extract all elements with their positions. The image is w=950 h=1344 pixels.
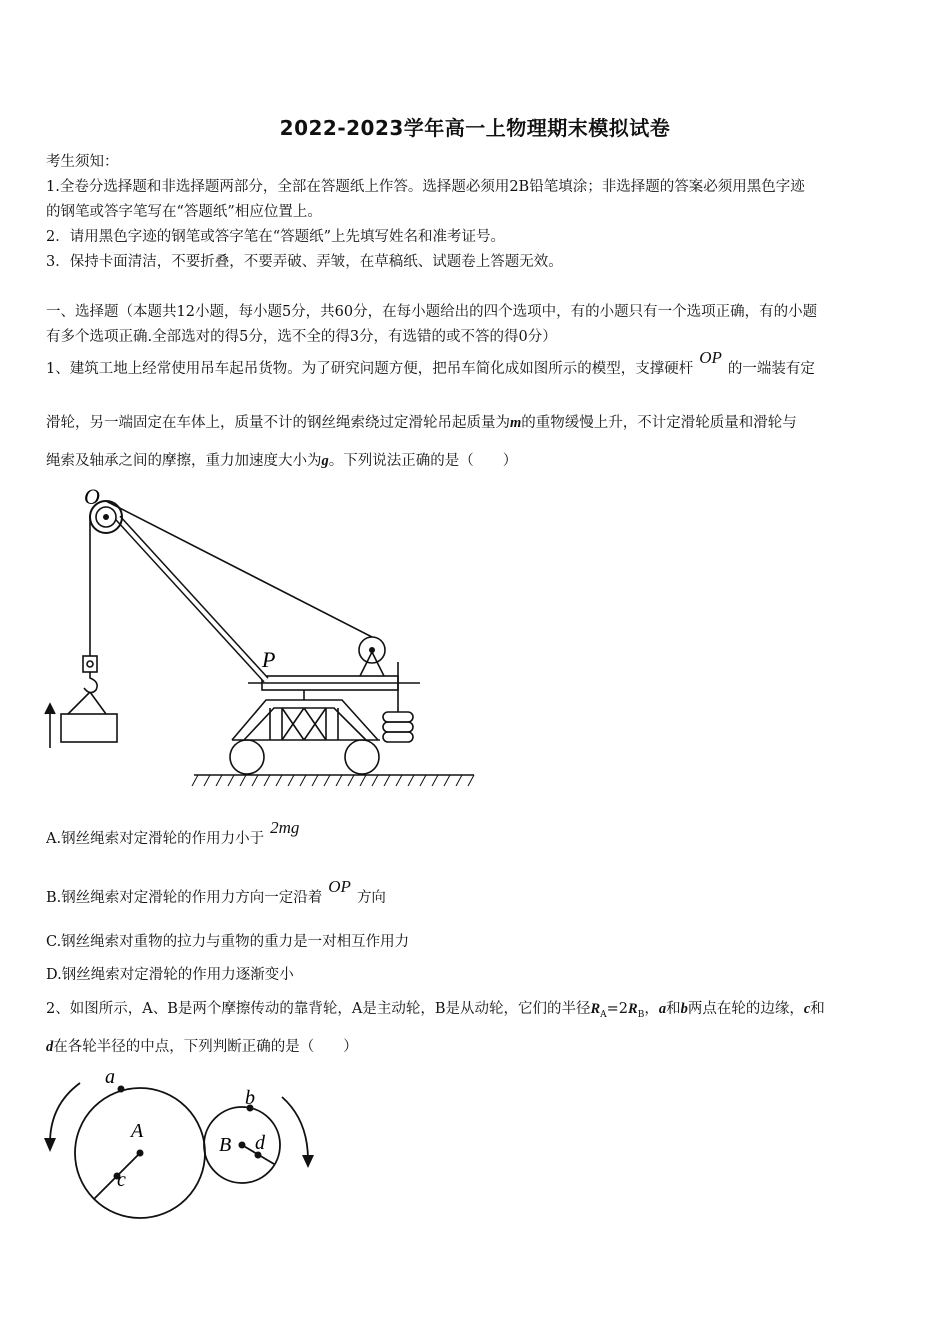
label-c: c: [117, 1169, 126, 1191]
q1-stem-line3: 绳索及轴承之间的摩擦，重力加速度大小为g。下列说法正确的是（ ）: [46, 453, 518, 469]
page-title: 2022-2023学年高一上物理期末模拟试卷: [279, 116, 671, 140]
label-a: a: [105, 1066, 115, 1088]
notice-heading: 考生须知：: [46, 154, 119, 170]
q2-stem-line1: 2、如图所示，A、B是两个摩擦传动的靠背轮，A是主动轮，B是从动轮，它们的半径$R_A=2R_B$，a和b两点在轮的边缘，c和: [46, 1001, 825, 1020]
notice-item-1-cont: 的钢笔或答字笔写在“答题纸”相应位置上。: [46, 204, 322, 220]
notice-item-1: 1.全卷分选择题和非选择题两部分，全部在答题纸上作答。选择题必须用2B铅笔填涂；非选择题的答案必须用黑色字迹: [46, 179, 805, 195]
q1-option-d[interactable]: D.钢丝绳索对定滑轮的作用力逐渐变小: [46, 967, 294, 983]
q2-stem-line2: d在各轮半径的中点，下列判断正确的是（ ）: [46, 1039, 358, 1055]
label-d: d: [255, 1132, 265, 1154]
label-o: O: [84, 484, 100, 509]
label-wheel-a: A: [131, 1120, 144, 1142]
q1-stem-line2: 滑轮，另一端固定在车体上，质量不计的钢丝绳索绕过定滑轮吊起质量为m的重物缓慢上升，不计定滑轮质量和滑轮与: [46, 415, 797, 431]
notice-item-3: 3．保持卡面清洁，不要折叠，不要弄破、弄皱，在草稿纸、试题卷上答题无效。: [46, 254, 563, 270]
symbol-2mg: 2mg: [270, 818, 300, 837]
q1-option-a[interactable]: A.钢丝绳索对定滑轮的作用力小于2mg: [46, 828, 908, 849]
q1-option-c[interactable]: C.钢丝绳索对重物的拉力与重物的重力是一对相互作用力: [46, 934, 410, 950]
section-heading-cont: 有多个选项正确.全部选对的得5分，选不全的得3分，有选错的或不答的得0分）: [46, 329, 557, 345]
q1-stem-line1: 1、建筑工地上经常使用吊车起吊货物。为了研究问题方便，把吊车简化成如图所示的模型，支撑硬杆OP的一端装有定: [46, 348, 815, 377]
label-wheel-b: B: [219, 1134, 232, 1156]
label-p: P: [262, 647, 276, 672]
label-b: b: [245, 1087, 255, 1109]
notice-item-2: 2．请用黑色字迹的钢笔或答字笔在“答题纸”上先填写姓名和准考证号。: [46, 229, 506, 245]
q1-option-b[interactable]: B.钢丝绳索对定滑轮的作用力方向一定沿着OP方向: [46, 877, 386, 906]
section-heading: 一、选择题（本题共12小题，每小题5分，共60分，在每小题给出的四个选项中，有的小题只有一个选项正确，有的小题: [46, 304, 818, 320]
symbol-op: OP: [699, 348, 722, 367]
symbol-op-b: OP: [328, 877, 351, 896]
